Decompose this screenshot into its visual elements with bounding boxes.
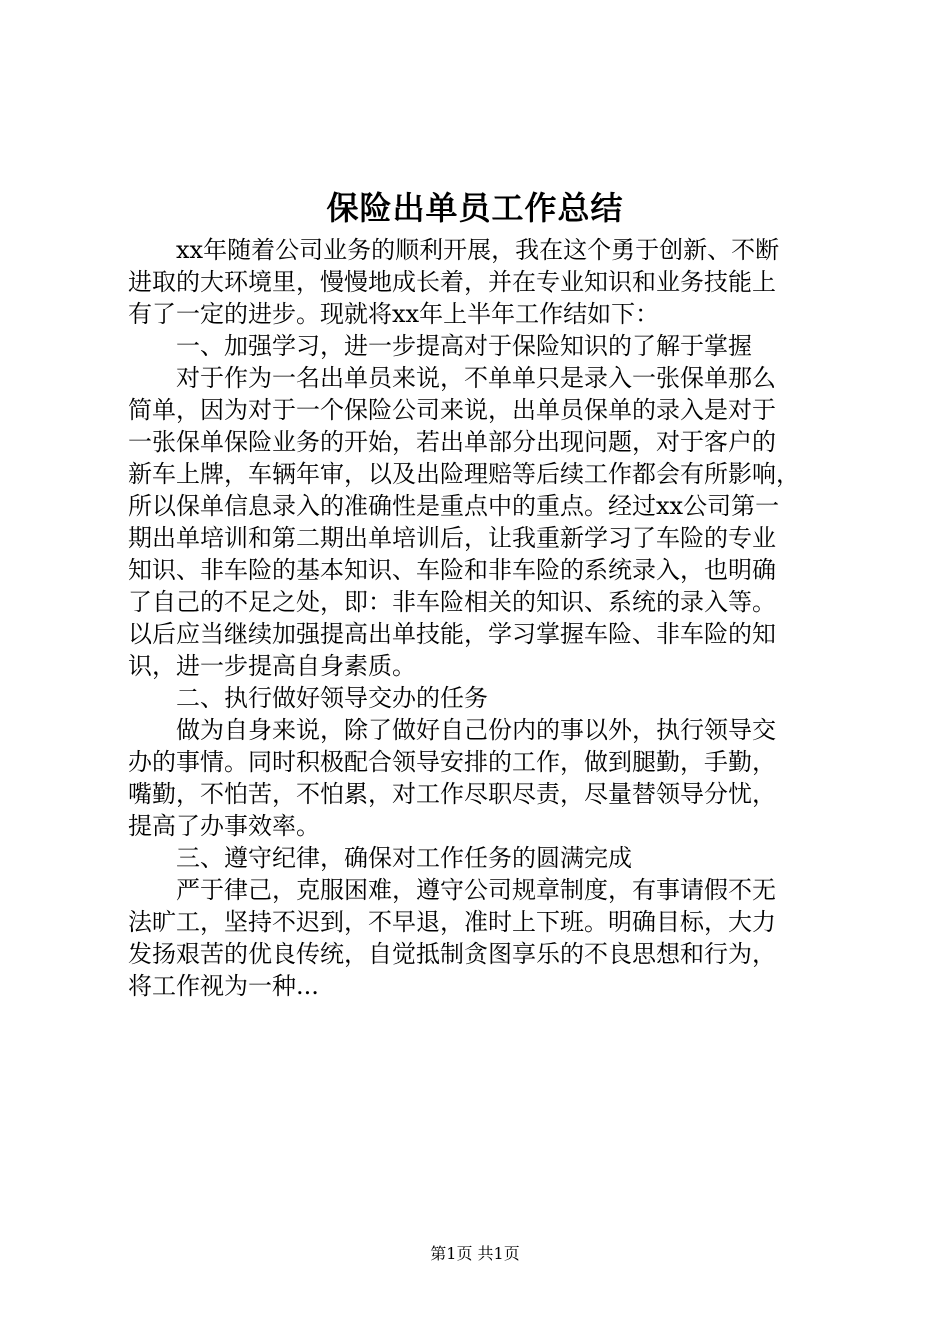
body-line: 所以保单信息录入的准确性是重点中的重点。经过xx公司第一 [128,492,780,520]
body-line: 嘴勤，不怕苦，不怕累，对工作尽职尽责，尽量替领导分忧， [128,780,776,808]
body-line: 新车上牌，车辆年审，以及出险理赔等后续工作都会有所影响， [128,460,800,488]
body-line: 做为自身来说，除了做好自己份内的事以外，执行领导交 [128,716,776,744]
section-heading-1: 一、加强学习，进一步提高对于保险知识的了解于掌握 [128,332,752,360]
body-line: 识，进一步提高自身素质。 [128,652,416,680]
section-heading-3: 三、遵守纪律，确保对工作任务的圆满完成 [128,844,632,872]
body-line: 知识、非车险的基本知识、车险和非车险的系统录入，也明确 [128,556,776,584]
document-title: 保险出单员工作总结 [326,189,624,227]
body-line: xx年随着公司业务的顺利开展，我在这个勇于创新、不断 [128,236,780,264]
body-line: 严于律己，克服困难，遵守公司规章制度，有事请假不无 [128,876,776,904]
body-line: 提高了办事效率。 [128,812,320,840]
body-line: 办的事情。同时积极配合领导安排的工作，做到腿勤，手勤， [128,748,776,776]
body-line: 一张保单保险业务的开始，若出单部分出现问题，对于客户的 [128,428,776,456]
body-line: 对于作为一名出单员来说，不单单只是录入一张保单那么 [128,364,776,392]
body-line: 简单，因为对于一个保险公司来说，出单员保单的录入是对于 [128,396,776,424]
body-line: 以后应当继续加强提高出单技能，学习掌握车险、非车险的知 [128,620,776,648]
body-line: 将工作视为一种... [128,972,319,1000]
document-body [128,234,838,1002]
body-line: 法旷工，坚持不迟到，不早退，准时上下班。明确目标，大力 [128,908,776,936]
body-line: 发扬艰苦的优良传统，自觉抵制贪图享乐的不良思想和行为， [128,940,776,968]
page-footer: 第1页 共1页 [430,1244,520,1263]
section-heading-2: 二、执行做好领导交办的任务 [128,684,488,712]
body-line: 期出单培训和第二期出单培训后，让我重新学习了车险的专业 [128,524,776,552]
body-line: 了自己的不足之处，即：非车险相关的知识、系统的录入等。 [128,588,776,616]
body-line: 有了一定的进步。现就将xx年上半年工作结如下： [128,300,660,328]
body-line: 进取的大环境里，慢慢地成长着，并在专业知识和业务技能上 [128,268,776,296]
